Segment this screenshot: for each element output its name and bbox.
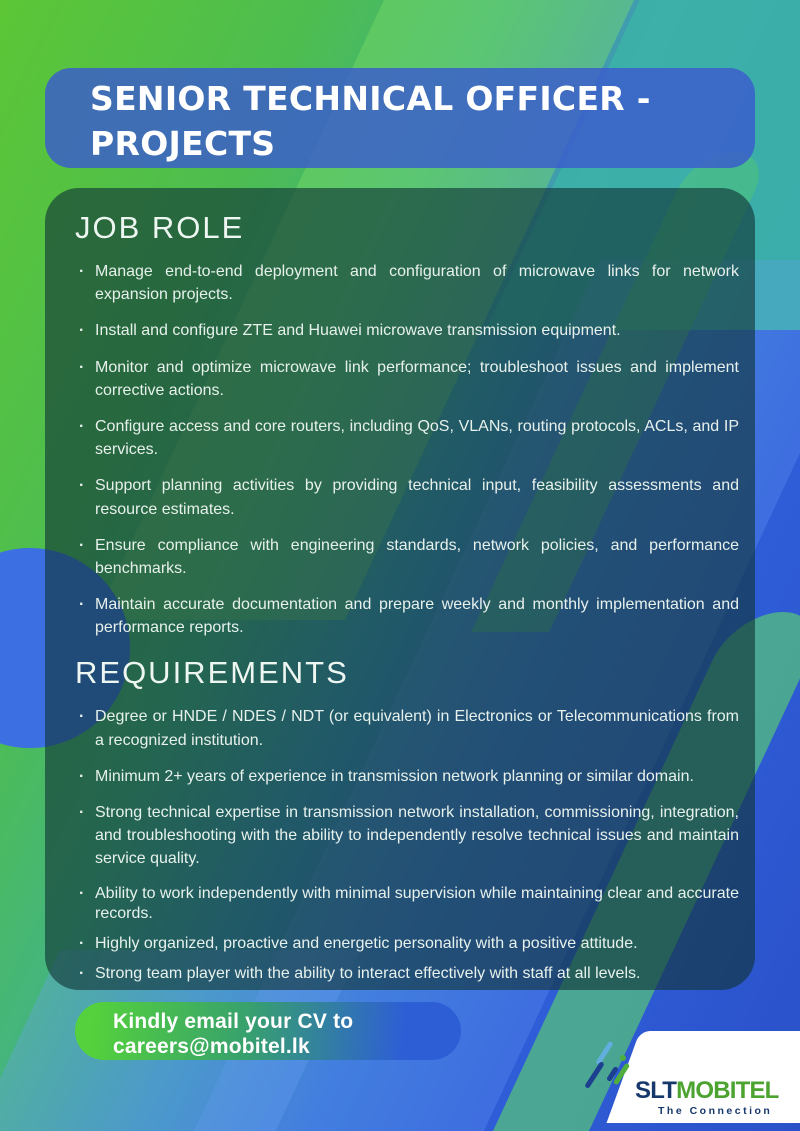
cta-text-line1: Kindly email your CV to	[113, 1010, 354, 1033]
content-panel	[45, 188, 755, 990]
logo-stroke-navy-long	[584, 1061, 605, 1089]
list-item: · Strong technical expertise in transmission network installation, commissioning, integration, and troubleshooting with the ability to independently resolve technical issues and maintain service quality.	[75, 801, 739, 871]
page-title: SENIOR TECHNICAL OFFICER - PROJECTS	[90, 79, 651, 163]
logo-stroke-lightblue	[595, 1041, 613, 1066]
email-cta	[75, 1002, 461, 1060]
list-item: · Minimum 2+ years of experience in transmission network planning or similar domain.	[75, 765, 739, 788]
list-item: · Manage end-to-end deployment and configuration of microwave links for network expansion projects.	[75, 260, 739, 306]
cta-email: careers@mobitel.lk	[113, 1034, 310, 1058]
logo-slt-text: SLT	[635, 1077, 677, 1104]
list-item: · Ability to work independently with minimal supervision while maintaining clear and accurate records.	[75, 884, 739, 926]
logo-dot-green	[619, 1054, 627, 1062]
section-heading: REQUIREMENTS	[75, 655, 349, 691]
list-item: · Monitor and optimize microwave link performance; troubleshoot issues and implement corrective actions.	[75, 356, 739, 402]
logo-wordmark	[635, 1077, 779, 1105]
list-item: · Configure access and core routers, including QoS, VLANs, routing protocols, ACLs, and IP services.	[75, 415, 739, 461]
list-item: · Degree or HNDE / NDES / NDT (or equivalent) in Electronics or Telecommunications from a recognized institution.	[75, 705, 739, 751]
section-job-role	[75, 210, 739, 639]
job-role-list	[75, 260, 739, 639]
list-item: · Install and configure ZTE and Huawei microwave transmission equipment.	[75, 319, 739, 342]
list-item: · Maintain accurate documentation and prepare weekly and monthly implementation and performance reports.	[75, 593, 739, 639]
list-item: · Ensure compliance with engineering standards, network policies, and performance benchmarks.	[75, 534, 739, 580]
list-item: · Highly organized, proactive and energetic personality with a positive attitude.	[75, 934, 739, 955]
logo-tagline: The Connection	[658, 1105, 773, 1117]
title-panel	[45, 68, 755, 168]
section-requirements	[75, 655, 739, 984]
slt-mobitel-logo	[585, 1031, 800, 1123]
list-item: · Strong team player with the ability to interact effectively with staff at all levels.	[75, 964, 739, 985]
requirements-list	[75, 705, 739, 984]
list-item: · Support planning activities by providing technical input, feasibility assessments and resource estimates.	[75, 474, 739, 520]
logo-mobitel-text: MOBITEL	[676, 1077, 779, 1104]
section-heading: JOB ROLE	[75, 210, 245, 245]
